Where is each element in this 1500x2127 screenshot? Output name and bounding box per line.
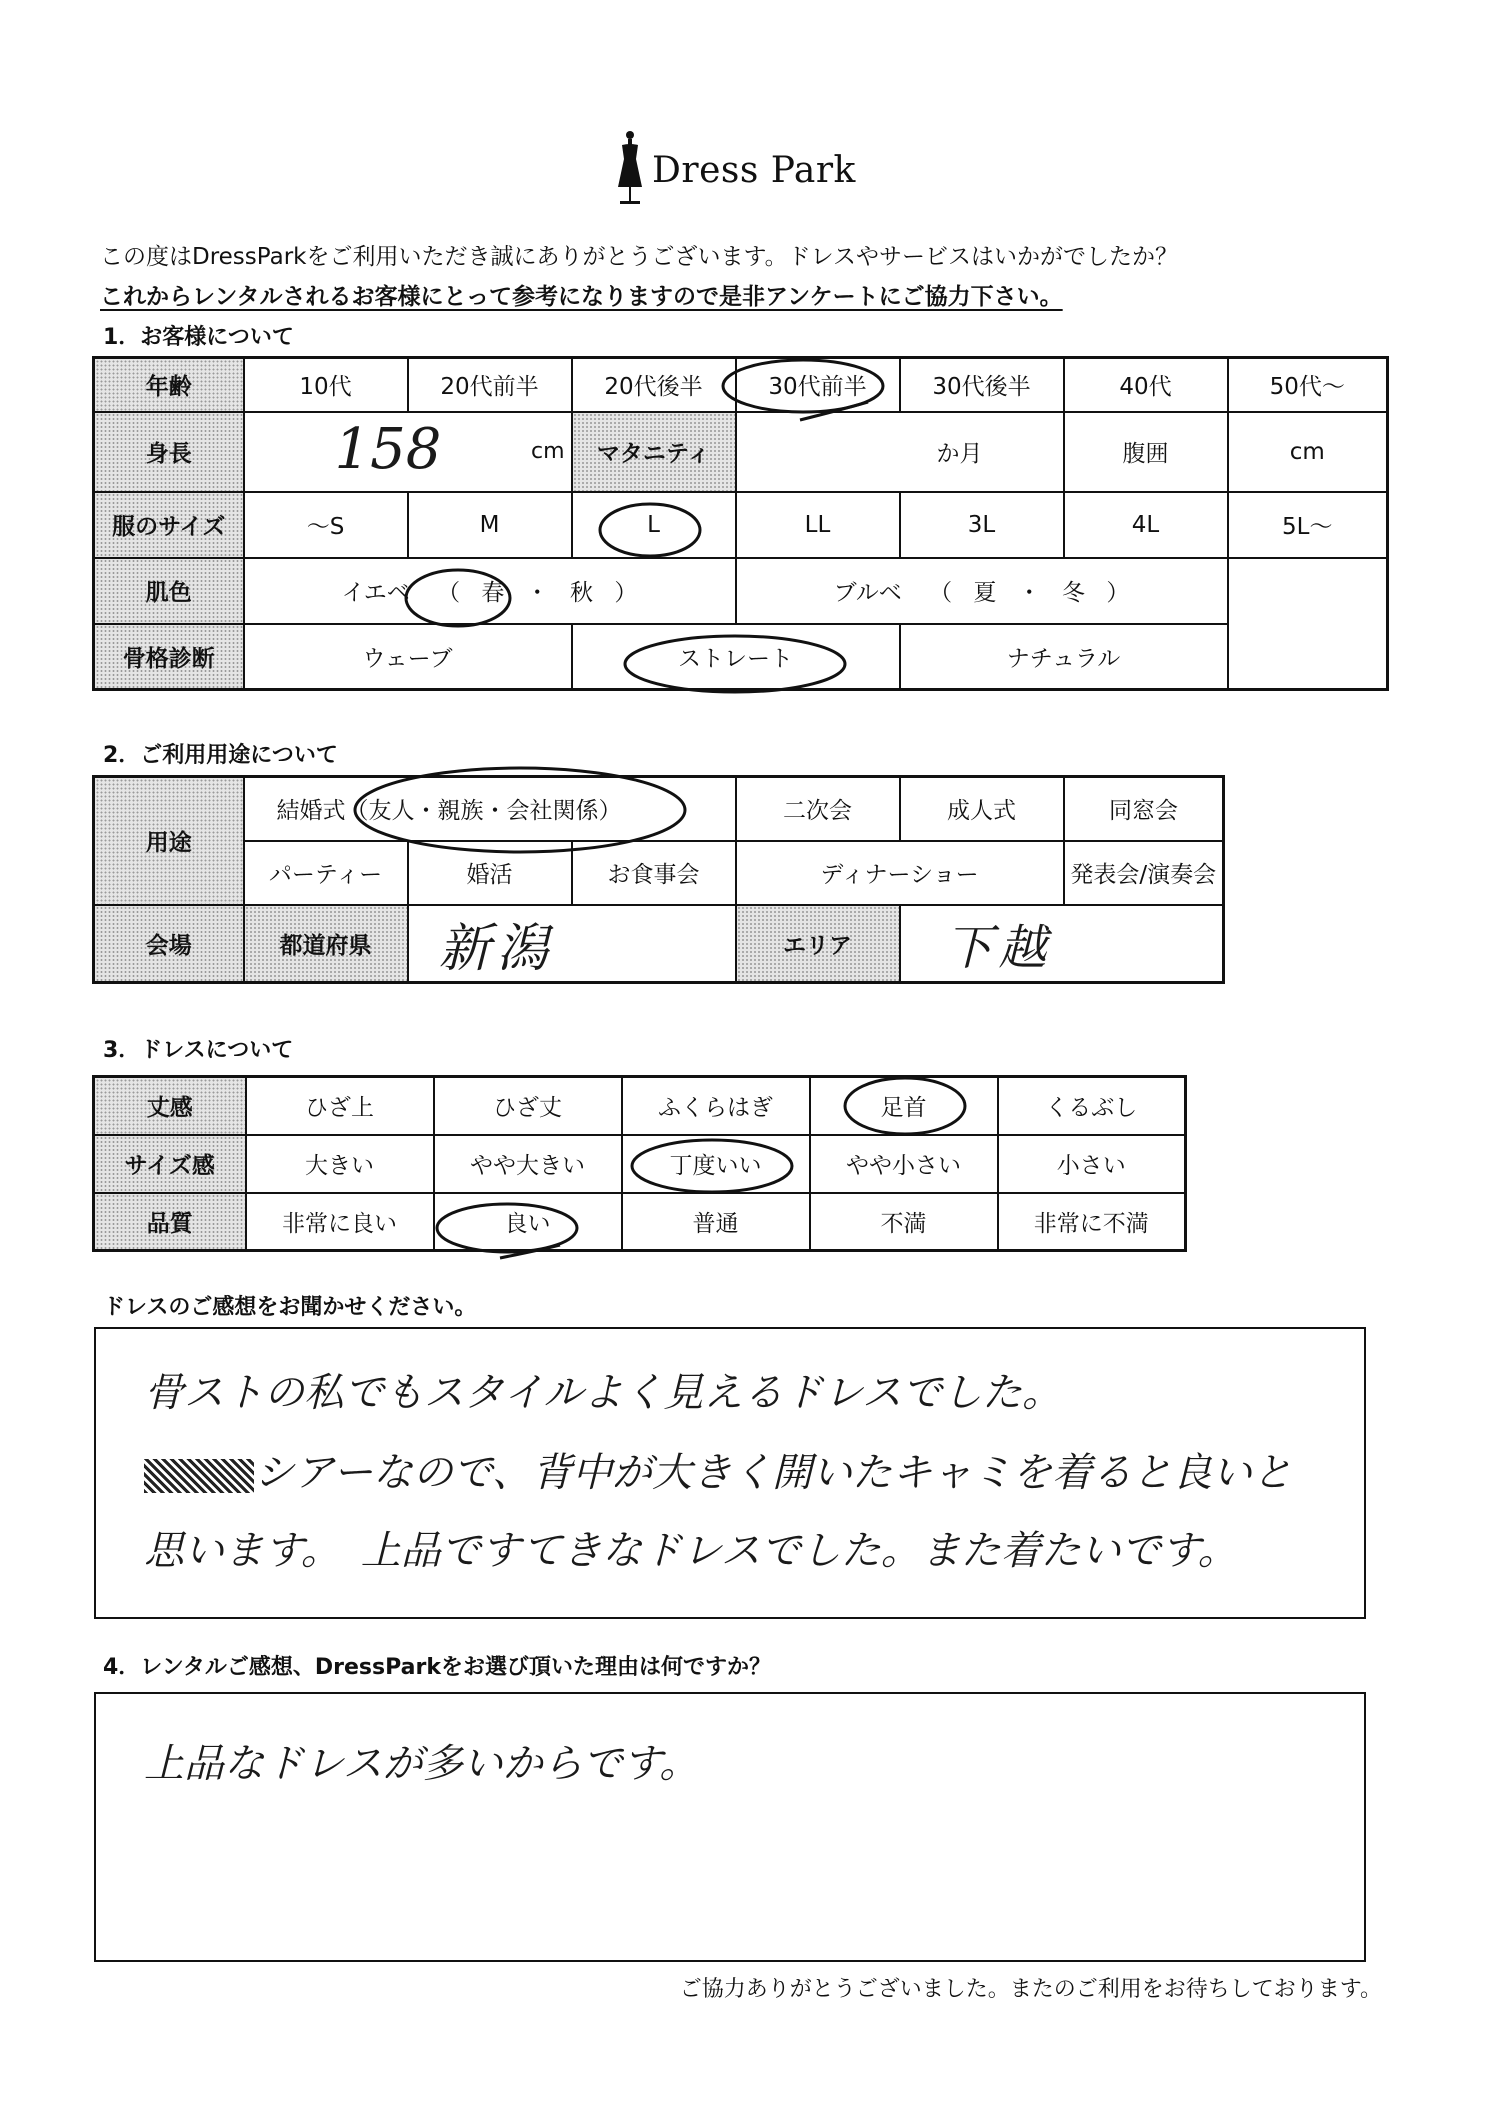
purpose-option[interactable]: 婚活 <box>408 841 572 905</box>
purpose-option[interactable]: 同窓会 <box>1064 777 1224 841</box>
size-option-selected[interactable]: L <box>572 492 736 558</box>
dress-feedback-table <box>92 1075 1187 1252</box>
age-label: 年齢 <box>94 358 244 412</box>
quality-option[interactable]: 非常に良い <box>246 1193 434 1251</box>
skin-yellow-option[interactable] <box>244 558 736 624</box>
age-option[interactable]: 20代前半 <box>408 358 572 412</box>
purpose-option[interactable]: 成人式 <box>900 777 1064 841</box>
comment-title: ドレスのご感想をお聞かせください。 <box>103 1295 477 1320</box>
paren-close: ） <box>1106 580 1130 606</box>
comment-line: 思います。 上品ですてきなドレスでした。また着たいです。 <box>144 1528 1238 1574</box>
customer-info-table <box>92 356 1389 691</box>
comment-line: 骨ストの私でもスタイルよく見えるドレスでした。 <box>144 1370 1062 1416</box>
age-option[interactable]: 20代後半 <box>572 358 736 412</box>
quality-label: 品質 <box>94 1193 246 1251</box>
fit-option-selected[interactable]: 丁度いい <box>622 1135 810 1193</box>
reason-box[interactable] <box>94 1692 1366 1962</box>
winter-option[interactable]: 冬 <box>1062 580 1086 606</box>
venue-label: 会場 <box>94 905 244 983</box>
area-value: 下越 <box>944 919 1053 976</box>
purpose-option[interactable]: パーティー <box>244 841 408 905</box>
prefecture-field[interactable] <box>408 905 736 983</box>
height-value: 158 <box>334 416 442 482</box>
paren-close: ） <box>614 580 638 606</box>
area-label: エリア <box>736 905 900 983</box>
length-option[interactable]: ひざ上 <box>246 1077 434 1135</box>
size-option[interactable]: 3L <box>900 492 1064 558</box>
paren-open: （ <box>929 580 953 606</box>
wedding-rest-options[interactable]: ・親族・会社関係） <box>414 798 622 825</box>
skeleton-option[interactable]: ナチュラル <box>900 624 1228 690</box>
prefecture-label: 都道府県 <box>244 905 408 983</box>
empty-cell <box>1228 624 1388 690</box>
age-option[interactable]: 30代後半 <box>900 358 1064 412</box>
prefecture-value: 新潟 <box>438 918 555 979</box>
autumn-option[interactable]: 秋 <box>570 580 594 606</box>
intro-text: この度はDressParkをご利用いただき誠にありがとうございます。ドレスやサービスはいかがでしたか？ <box>100 244 1178 270</box>
purpose-option[interactable]: ディナーショー <box>736 841 1064 905</box>
age-option[interactable]: 40代 <box>1064 358 1228 412</box>
spring-option[interactable]: 春 <box>481 580 505 606</box>
length-option[interactable]: ふくらはぎ <box>622 1077 810 1135</box>
size-option[interactable]: LL <box>736 492 900 558</box>
area-field[interactable] <box>900 905 1224 983</box>
length-label: 丈感 <box>94 1077 246 1135</box>
summer-option[interactable]: 夏 <box>973 580 997 606</box>
wedding-friend-option[interactable]: 友人 <box>368 798 415 825</box>
size-option[interactable]: ～S <box>244 492 408 558</box>
comment-line-text: シアーなので、背中が大きく開いたキャミを着ると良いと <box>254 1450 1292 1496</box>
fit-option[interactable]: 小さい <box>998 1135 1186 1193</box>
fit-option[interactable]: やや大きい <box>434 1135 622 1193</box>
age-option-selected[interactable]: 30代前半 <box>736 358 900 412</box>
skin-label: 肌色 <box>94 558 244 624</box>
fit-label: サイズ感 <box>94 1135 246 1193</box>
waist-field[interactable] <box>1228 412 1388 492</box>
skin-blue-option[interactable] <box>736 558 1228 624</box>
section-2-title: 2．ご利用用途について <box>103 743 338 768</box>
quality-option[interactable]: 非常に不満 <box>998 1193 1186 1251</box>
paren-open: （ <box>437 580 461 606</box>
size-option[interactable]: 4L <box>1064 492 1228 558</box>
height-unit: cm <box>530 438 565 464</box>
age-option[interactable]: 10代 <box>244 358 408 412</box>
fit-option[interactable]: 大きい <box>246 1135 434 1193</box>
size-label: 服のサイズ <box>94 492 244 558</box>
comment-line <box>144 1441 1292 1498</box>
maternity-label: マタニティ <box>572 412 736 492</box>
waist-unit: cm <box>1289 438 1325 465</box>
purpose-option[interactable]: お食事会 <box>572 841 736 905</box>
purpose-label: 用途 <box>94 777 244 905</box>
size-option[interactable]: 5L～ <box>1228 492 1388 558</box>
skeleton-label: 骨格診断 <box>94 624 244 690</box>
scribbled-out-text <box>144 1459 254 1493</box>
wedding-label: 結婚式（ <box>276 798 369 825</box>
comment-box[interactable] <box>94 1327 1366 1619</box>
length-option-selected[interactable]: 足首 <box>810 1077 998 1135</box>
maternity-field[interactable] <box>736 412 1064 492</box>
height-label: 身長 <box>94 412 244 492</box>
age-option[interactable]: 50代～ <box>1228 358 1388 412</box>
blue-base-label: ブルベ <box>833 580 902 606</box>
wedding-option[interactable] <box>244 777 736 841</box>
size-option[interactable]: M <box>408 492 572 558</box>
intro-request: これからレンタルされるお客様にとって参考になりますので是非アンケートにご協力下さい。 <box>100 284 1063 310</box>
height-field[interactable] <box>244 412 572 492</box>
footer-thanks: ご協力ありがとうございました。またのご利用をお待ちしております。 <box>679 1977 1382 2002</box>
quality-option[interactable]: 普通 <box>622 1193 810 1251</box>
skeleton-option-selected[interactable]: ストレート <box>572 624 900 690</box>
reason-answer: 上品なドレスが多いからです。 <box>144 1741 700 1787</box>
length-option[interactable]: ひざ丈 <box>434 1077 622 1135</box>
skeleton-option[interactable]: ウェーブ <box>244 624 572 690</box>
section-3-title: 3．ドレスについて <box>103 1038 294 1063</box>
length-option[interactable]: くるぶし <box>998 1077 1186 1135</box>
brand-name: Dress Park <box>652 150 856 191</box>
waist-label: 腹囲 <box>1064 412 1228 492</box>
yellow-base-label: イエベ <box>341 580 410 606</box>
quality-option[interactable]: 不満 <box>810 1193 998 1251</box>
separator: ・ <box>525 580 549 606</box>
fit-option[interactable]: やや小さい <box>810 1135 998 1193</box>
quality-option-selected[interactable]: 良い <box>434 1193 622 1251</box>
purpose-option[interactable]: 二次会 <box>736 777 900 841</box>
separator: ・ <box>1017 580 1041 606</box>
section-4-title: 4．レンタルご感想、DressParkをお選び頂いた理由は何ですか？ <box>103 1655 771 1680</box>
purpose-option[interactable]: 発表会/演奏会 <box>1064 841 1224 905</box>
maternity-unit: か月 <box>936 441 983 467</box>
empty-cell <box>1228 558 1388 624</box>
section-1-title: 1．お客様について <box>103 325 294 350</box>
usage-table <box>92 775 1225 984</box>
